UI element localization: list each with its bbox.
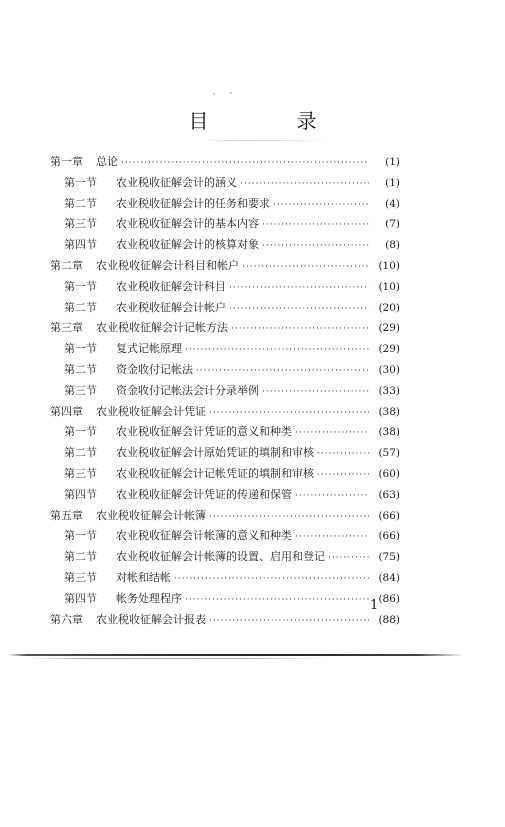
toc-entry-label xyxy=(64,277,226,298)
toc-entry-page: (33) xyxy=(378,384,400,397)
toc-entry-number: 第六章 xyxy=(50,612,83,626)
toc-entry-label xyxy=(64,547,325,568)
toc-entry-label xyxy=(64,298,226,319)
toc-entry-title: 资金收付记帐法 xyxy=(116,362,193,376)
toc-entry-label xyxy=(50,256,239,277)
toc-dot-leader xyxy=(295,423,369,444)
toc-entry-page: (30) xyxy=(378,363,400,376)
toc-entry-number: 第一节 xyxy=(64,342,97,356)
toc-dot-leader xyxy=(185,590,369,611)
toc-dot-leader xyxy=(328,548,369,569)
toc-entry-title: 农业税收征解会计凭证 xyxy=(96,404,206,418)
toc-section-entry[interactable] xyxy=(50,547,400,568)
toc-entry-page: (4) xyxy=(385,197,400,210)
toc-entry-number: 第四节 xyxy=(64,487,97,501)
toc-section-entry[interactable] xyxy=(50,360,400,381)
toc-dot-leader xyxy=(262,215,369,236)
toc-entry-page: (10) xyxy=(378,280,400,293)
toc-entry-label xyxy=(64,214,259,235)
toc-entry-title: 农业税收征解会计帐簿的设置、启用和登记 xyxy=(116,550,325,564)
toc-entry-title: 农业税收征解会计原始凭证的填制和审核 xyxy=(116,446,314,460)
toc-entry-page: (29) xyxy=(378,322,400,335)
toc-entry-label xyxy=(64,589,182,610)
toc-entry-title: 农业税收征解会计凭证的意义和种类 xyxy=(116,425,292,439)
toc-entry-label xyxy=(64,485,292,506)
toc-entry-number: 第二章 xyxy=(50,258,83,272)
toc-entry-title: 农业税收征解会计记帐凭证的填制和审核 xyxy=(116,466,314,480)
toc-section-entry[interactable] xyxy=(50,194,400,215)
toc-section-entry[interactable] xyxy=(50,339,400,360)
toc-chapter-entry[interactable] xyxy=(50,506,400,527)
toc-entry-number: 第三节 xyxy=(64,217,97,231)
toc-dot-leader xyxy=(317,444,369,465)
toc-entry-title: 农业税收征解会计的任务和要求 xyxy=(116,196,270,210)
toc-dot-leader xyxy=(262,236,369,257)
toc-entry-label xyxy=(64,422,292,443)
toc-dot-leader xyxy=(240,174,369,195)
toc-entry-number: 第二节 xyxy=(64,362,97,376)
toc-entry-title: 农业税收征解会计帐户 xyxy=(116,300,226,314)
toc-dot-leader xyxy=(209,507,369,528)
toc-section-entry[interactable] xyxy=(50,277,400,298)
toc-dot-leader xyxy=(209,403,369,424)
toc-dot-leader xyxy=(273,195,369,216)
toc-entry-number: 第三章 xyxy=(50,321,83,335)
toc-entry-page: (29) xyxy=(378,343,400,356)
toc-entry-title: 对帐和结帐 xyxy=(116,570,171,584)
toc-entry-label xyxy=(50,318,228,339)
toc-entry-title: 农业税收征解会计帐簿 xyxy=(96,508,206,522)
scan-speck xyxy=(230,92,232,94)
toc-entry-number: 第一节 xyxy=(64,425,97,439)
scan-edge-rule xyxy=(8,654,464,656)
toc-entry-label xyxy=(64,173,237,194)
toc-entry-title: 农业税收征解会计帐簿的意义和种类 xyxy=(116,529,292,543)
toc-chapter-entry[interactable] xyxy=(50,256,400,277)
toc-entry-page: (75) xyxy=(378,551,400,564)
toc-entry-number: 第五章 xyxy=(50,508,83,522)
scan-speck xyxy=(213,93,215,95)
toc-entry-page: (1) xyxy=(385,176,400,189)
toc-section-entry[interactable] xyxy=(50,526,400,547)
toc-dot-leader xyxy=(295,527,369,548)
toc-entry-title: 资金收付记帐法会计分录举例 xyxy=(116,383,259,397)
toc-entry-page: (63) xyxy=(378,488,400,501)
table-of-contents xyxy=(50,152,400,630)
toc-section-entry[interactable] xyxy=(50,173,400,194)
toc-section-entry[interactable] xyxy=(50,485,400,506)
toc-entry-page: (86) xyxy=(378,592,400,605)
toc-chapter-entry[interactable] xyxy=(50,318,400,339)
toc-dot-leader xyxy=(295,486,369,507)
toc-entry-label xyxy=(50,610,206,631)
toc-entry-title: 帐务处理程序 xyxy=(116,591,182,605)
toc-entry-title: 农业税收征解会计的核算对象 xyxy=(116,238,259,252)
toc-entry-title: 农业税收征解会计的涵义 xyxy=(116,175,237,189)
toc-entry-number: 第三节 xyxy=(64,466,97,480)
toc-entry-number: 第一节 xyxy=(64,175,97,189)
toc-entry-page: (88) xyxy=(378,613,400,626)
toc-entry-number: 第三节 xyxy=(64,383,97,397)
toc-entry-title: 农业税收征解会计报表 xyxy=(96,612,206,626)
toc-entry-title: 农业税收征解会计科目 xyxy=(116,279,226,293)
toc-section-entry[interactable] xyxy=(50,443,400,464)
toc-entry-title: 农业税收征解会计记帐方法 xyxy=(96,321,228,335)
toc-dot-leader xyxy=(121,153,369,174)
toc-entry-number: 第二节 xyxy=(64,300,97,314)
toc-entry-label xyxy=(64,235,259,256)
page-number: 1 xyxy=(370,598,379,613)
toc-chapter-entry[interactable] xyxy=(50,402,400,423)
scan-edge-rule-faint xyxy=(30,658,330,659)
toc-entry-number: 第二节 xyxy=(64,196,97,210)
toc-entry-number: 第四节 xyxy=(64,238,97,252)
toc-entry-page: (84) xyxy=(378,571,400,584)
scan-artifact-line xyxy=(205,140,325,141)
toc-section-entry[interactable] xyxy=(50,298,400,319)
toc-dot-leader xyxy=(242,257,369,278)
toc-entry-number: 第三节 xyxy=(64,570,97,584)
toc-entry-page: (66) xyxy=(378,530,400,543)
toc-section-entry[interactable] xyxy=(50,214,400,235)
toc-entry-number: 第一章 xyxy=(50,155,83,168)
toc-entry-label xyxy=(64,464,314,485)
toc-entry-page: (10) xyxy=(378,259,400,272)
toc-dot-leader xyxy=(262,382,369,403)
toc-entry-page: (7) xyxy=(385,218,400,231)
toc-entry-label xyxy=(64,339,182,360)
toc-entry-title: 农业税收征解会计凭证的传递和保管 xyxy=(116,487,292,501)
toc-entry-label xyxy=(50,152,118,173)
toc-section-entry[interactable] xyxy=(50,589,400,610)
toc-entry-page: (20) xyxy=(378,301,400,314)
toc-dot-leader xyxy=(229,278,369,299)
toc-entry-number: 第二节 xyxy=(64,446,97,460)
toc-entry-number: 第一节 xyxy=(64,279,97,293)
toc-section-entry[interactable] xyxy=(50,235,400,256)
toc-entry-page: (38) xyxy=(378,426,400,439)
toc-dot-leader xyxy=(174,569,369,590)
toc-section-entry[interactable] xyxy=(50,464,400,485)
toc-entry-label xyxy=(50,402,206,423)
toc-section-entry[interactable] xyxy=(50,422,400,443)
toc-section-entry[interactable] xyxy=(50,568,400,589)
toc-dot-leader xyxy=(209,611,369,632)
toc-entry-label xyxy=(64,194,270,215)
toc-entry-page: (66) xyxy=(378,509,400,522)
toc-entry-label xyxy=(64,568,171,589)
toc-entry-number: 第四节 xyxy=(64,591,97,605)
toc-entry-number: 第一节 xyxy=(64,529,97,543)
toc-entry-number: 第二节 xyxy=(64,550,97,564)
toc-entry-title: 总论 xyxy=(96,155,118,168)
toc-entry-page: (60) xyxy=(378,467,400,480)
toc-dot-leader xyxy=(317,465,369,486)
toc-chapter-entry[interactable] xyxy=(50,152,400,173)
toc-entry-label xyxy=(50,506,206,527)
toc-entry-title: 农业税收征解会计的基本内容 xyxy=(116,217,259,231)
toc-dot-leader xyxy=(229,299,369,320)
toc-title: 目 录 xyxy=(188,109,351,133)
toc-entry-label xyxy=(64,381,259,402)
toc-entry-page: (57) xyxy=(378,447,400,460)
toc-entry-title: 农业税收征解会计科目和帐户 xyxy=(96,258,239,272)
toc-entry-label xyxy=(64,526,292,547)
toc-entry-label xyxy=(64,443,314,464)
toc-entry-page: (38) xyxy=(378,405,400,418)
toc-dot-leader xyxy=(196,361,369,382)
toc-entry-label xyxy=(64,360,193,381)
toc-dot-leader xyxy=(185,340,369,361)
toc-section-entry[interactable] xyxy=(50,381,400,402)
toc-entry-page: (8) xyxy=(385,239,400,252)
toc-entry-number: 第四章 xyxy=(50,404,83,418)
toc-entry-title: 复式记帐原理 xyxy=(116,342,182,356)
toc-dot-leader xyxy=(231,319,369,340)
toc-entry-page: (1) xyxy=(385,156,400,168)
toc-chapter-entry[interactable] xyxy=(50,610,400,631)
